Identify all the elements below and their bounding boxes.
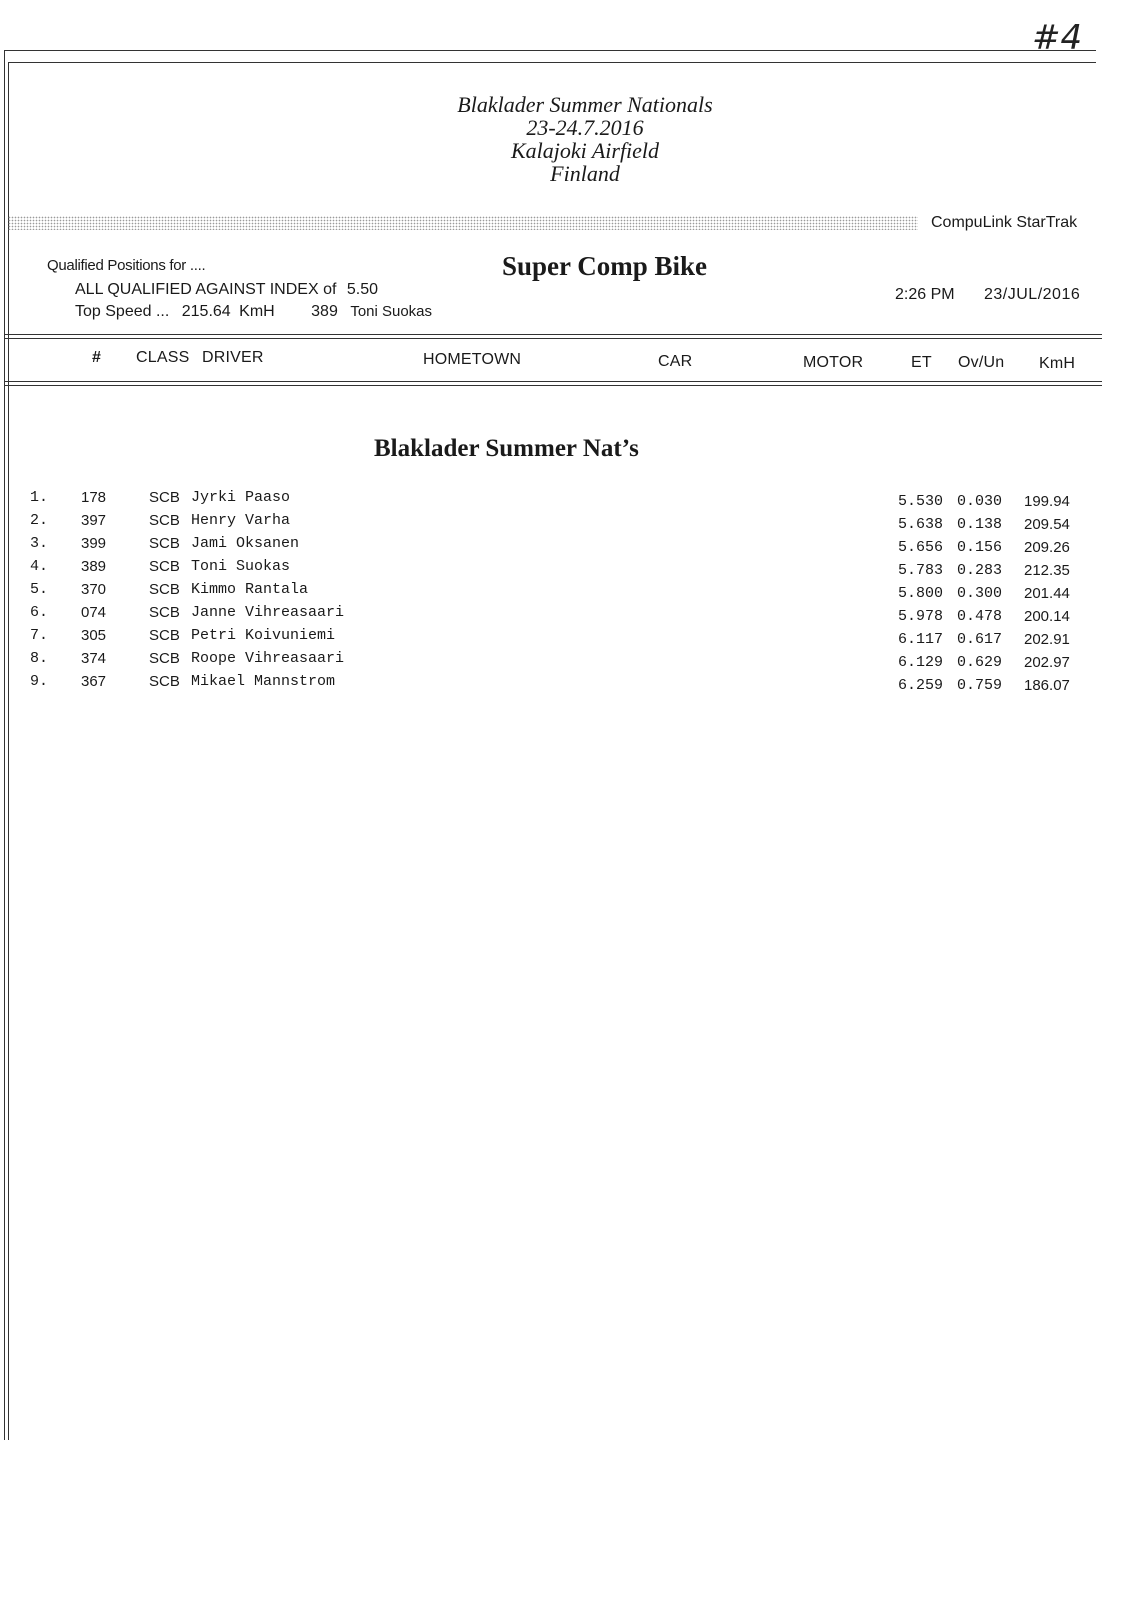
report-time: 2:26 PM xyxy=(895,286,955,303)
top-speed-driver: Toni Suokas xyxy=(350,303,433,320)
cell-et: 6.129 xyxy=(898,654,944,671)
cell-num: 074 xyxy=(81,604,107,621)
qualified-label: Qualified Positions for .... xyxy=(47,257,206,274)
cell-class: SCB xyxy=(149,581,180,598)
cell-pos: 9. xyxy=(30,673,49,690)
cell-ovun: 0.617 xyxy=(957,631,1003,648)
top-speed-unit: KmH xyxy=(239,303,275,320)
cell-et: 5.638 xyxy=(898,516,944,533)
cell-ovun: 0.138 xyxy=(957,516,1003,533)
cell-ovun: 0.030 xyxy=(957,493,1003,510)
handwritten-mark: #4 xyxy=(1032,18,1083,58)
cell-pos: 4. xyxy=(30,558,49,575)
cell-driver: Roope Vihreasaari xyxy=(191,650,345,667)
cell-et: 5.656 xyxy=(898,539,944,556)
cell-driver: Janne Vihreasaari xyxy=(191,604,345,621)
cell-class: SCB xyxy=(149,512,180,529)
cell-num: 389 xyxy=(81,558,107,575)
table-row xyxy=(0,581,1121,604)
cell-ovun: 0.759 xyxy=(957,677,1003,694)
cell-kmh: 186.07 xyxy=(1024,677,1070,694)
cell-et: 6.117 xyxy=(898,631,944,648)
index-value: 5.50 xyxy=(346,281,379,298)
cell-num: 178 xyxy=(81,489,107,506)
table-row xyxy=(0,535,1121,558)
event-name: Blaklader Summer Nationals xyxy=(457,92,713,117)
col-driver: DRIVER xyxy=(202,349,264,366)
cell-num: 370 xyxy=(81,581,107,598)
cell-class: SCB xyxy=(149,627,180,644)
table-row xyxy=(0,627,1121,650)
col-ovun: Ov/Un xyxy=(958,354,1005,371)
cell-driver: Jami Oksanen xyxy=(191,535,300,552)
cell-class: SCB xyxy=(149,673,180,690)
cell-pos: 8. xyxy=(30,650,49,667)
cell-num: 367 xyxy=(81,673,107,690)
cell-class: SCB xyxy=(149,650,180,667)
event-venue: Kalajoki Airfield xyxy=(510,138,660,163)
cell-class: SCB xyxy=(149,558,180,575)
top-speed-label: Top Speed ... xyxy=(75,303,170,320)
cell-class: SCB xyxy=(149,604,180,621)
cell-ovun: 0.156 xyxy=(957,539,1003,556)
class-title: Super Comp Bike xyxy=(502,251,708,281)
event-country: Finland xyxy=(550,161,620,186)
col-kmh: KmH xyxy=(1039,355,1076,372)
index-line xyxy=(75,281,378,299)
top-speed-value: 215.64 xyxy=(181,303,231,320)
cell-kmh: 202.91 xyxy=(1024,631,1070,648)
cell-pos: 3. xyxy=(30,535,49,552)
cell-kmh: 202.97 xyxy=(1024,654,1070,671)
col-hometown: HOMETOWN xyxy=(423,351,522,368)
cell-et: 5.783 xyxy=(898,562,944,579)
section-title: Blaklader Summer Nat’s xyxy=(374,435,639,462)
cell-ovun: 0.283 xyxy=(957,562,1003,579)
cell-num: 399 xyxy=(81,535,107,552)
cell-ovun: 0.629 xyxy=(957,654,1003,671)
index-line-label: ALL QUALIFIED AGAINST INDEX of xyxy=(75,281,337,298)
col-car: CAR xyxy=(658,353,693,370)
cell-pos: 7. xyxy=(30,627,49,644)
cell-driver: Jyrki Paaso xyxy=(191,489,291,506)
cell-class: SCB xyxy=(149,535,180,552)
cell-num: 305 xyxy=(81,627,107,644)
table-row xyxy=(0,650,1121,673)
cell-driver: Kimmo Rantala xyxy=(191,581,309,598)
cell-pos: 2. xyxy=(30,512,49,529)
table-row xyxy=(0,512,1121,535)
cell-class: SCB xyxy=(149,489,180,506)
cell-pos: 1. xyxy=(30,489,49,506)
cell-driver: Mikael Mannstrom xyxy=(191,673,336,690)
cell-kmh: 200.14 xyxy=(1024,608,1070,625)
table-row xyxy=(0,489,1121,512)
cell-et: 5.800 xyxy=(898,585,944,602)
cell-et: 5.530 xyxy=(898,493,944,510)
top-speed-line xyxy=(75,303,432,321)
system-label: CompuLink StarTrak xyxy=(931,214,1078,231)
report-date: 23/JUL/2016 xyxy=(984,286,1081,303)
col-et: ET xyxy=(911,354,932,371)
top-speed-number: 389 xyxy=(311,303,338,320)
cell-driver: Henry Varha xyxy=(191,512,291,529)
event-dates: 23-24.7.2016 xyxy=(526,115,644,140)
cell-kmh: 201.44 xyxy=(1024,585,1070,602)
cell-driver: Petri Koivuniemi xyxy=(191,627,336,644)
cell-pos: 5. xyxy=(30,581,49,598)
table-row xyxy=(0,604,1121,627)
cell-kmh: 212.35 xyxy=(1024,562,1070,579)
cell-et: 6.259 xyxy=(898,677,944,694)
cell-et: 5.978 xyxy=(898,608,944,625)
cell-kmh: 199.94 xyxy=(1024,493,1070,510)
cell-num: 397 xyxy=(81,512,107,529)
cell-pos: 6. xyxy=(30,604,49,621)
dotted-separator xyxy=(8,216,918,230)
cell-kmh: 209.54 xyxy=(1024,516,1070,533)
table-row xyxy=(0,673,1121,696)
col-class: CLASS xyxy=(136,349,190,366)
table-row xyxy=(0,558,1121,581)
col-motor: MOTOR xyxy=(803,354,864,371)
cell-driver: Toni Suokas xyxy=(191,558,291,575)
cell-ovun: 0.478 xyxy=(957,608,1003,625)
cell-num: 374 xyxy=(81,650,107,667)
cell-ovun: 0.300 xyxy=(957,585,1003,602)
col-num: # xyxy=(92,349,102,366)
cell-kmh: 209.26 xyxy=(1024,539,1070,556)
